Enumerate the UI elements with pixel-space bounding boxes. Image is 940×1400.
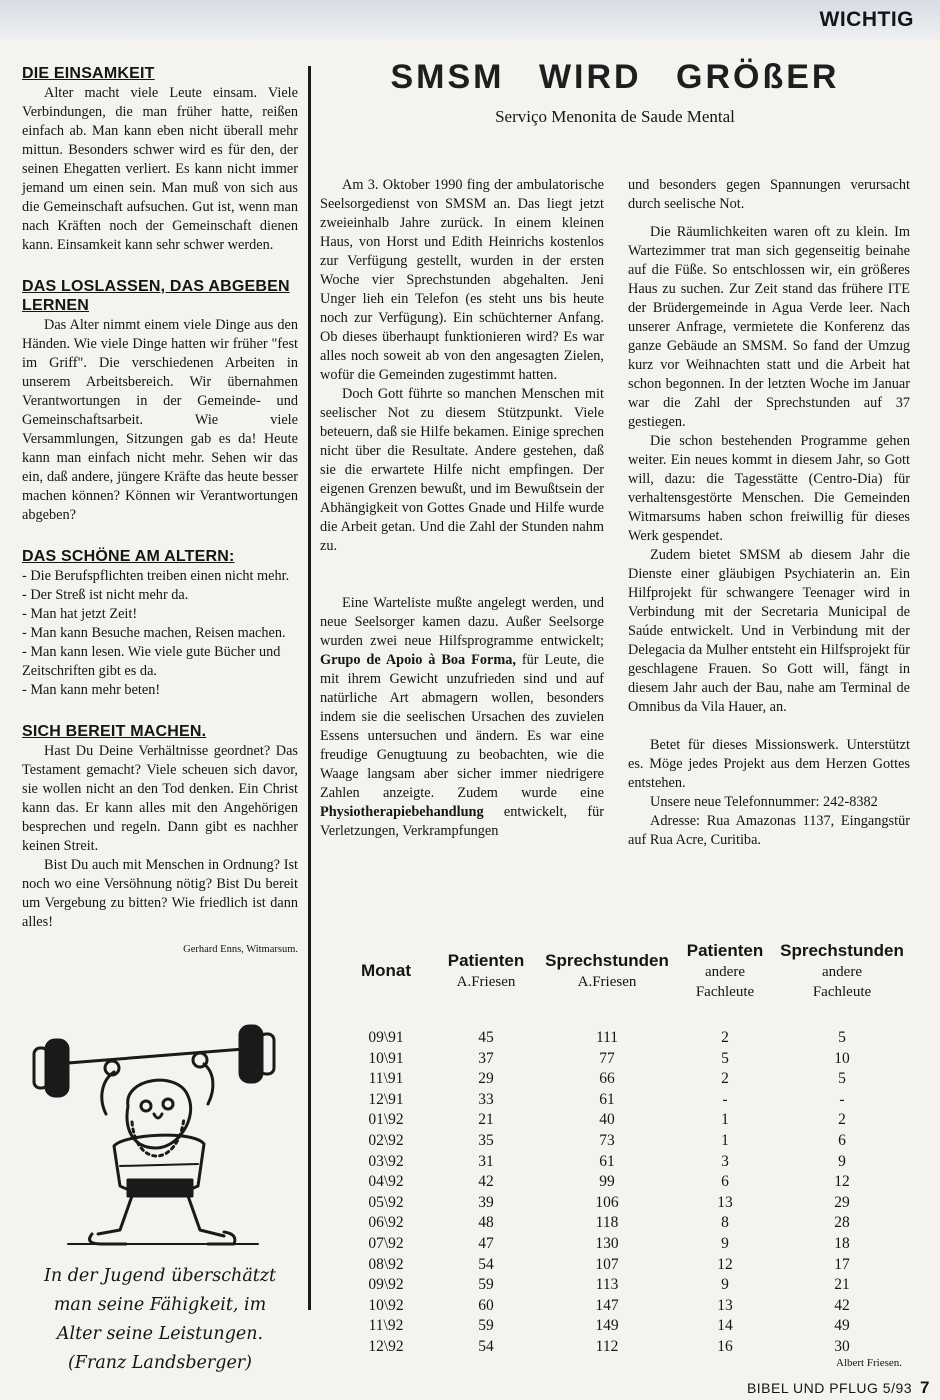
table-row: [334, 1316, 914, 1337]
phone-number: Unsere neue Telefonnummer: 242-8382: [650, 794, 878, 810]
program-name-physio: Physiotherapiebehandlung: [320, 804, 484, 820]
paragraph: Die schon bestehenden Programme gehen weiter. Ein neues kommt in diesem Jahr, so Gott will, dazu: die Tagesstätte (Centro-Dia) für verhaltensgestörte Menschen. Die Gemeinden Witmarsums haben schon freiwillig für dieses Werk gespendet.: [628, 433, 910, 544]
table-cell: 149: [595, 1317, 619, 1335]
table-cell: 31: [478, 1152, 494, 1170]
table-row: [334, 1213, 914, 1234]
weightlifter-cartoon: [28, 1018, 298, 1258]
list-item: - Der Streß ist nicht mehr da.: [22, 587, 189, 603]
paragraph-einsamkeit: Alter macht viele Leute einsam. Viele Verbindungen, die man früher hatte, reißen einfach ab. Man kann eben nicht überall mehr mittun. Besonders schwer wird es für den, der seinen Ehegatten verliert. Es kann nicht immer jemand um einen sein. Man muß von sich aus die Gemeinschaft aufsuchen. Gut ist, wenn man nach Kräften noch der Gemeinschaft dienen kann. Einsamkeit kann sehr schwer werden.: [22, 85, 298, 253]
table-row: [334, 1296, 914, 1317]
column-header: Sprechstunden andere Fachleute: [780, 941, 904, 1000]
heading-bereit-machen: SICH BEREIT MACHEN.: [22, 723, 207, 740]
table-cell: 1: [721, 1131, 729, 1149]
table-cell: 35: [478, 1131, 494, 1149]
column-header: Sprechstunden A.Friesen: [545, 951, 669, 990]
author-enns: Gerhard Enns, Witmarsum.: [183, 944, 298, 955]
table-row: [334, 1275, 914, 1296]
statistics-table: [334, 940, 914, 1358]
quote-line: Alter seine Leistungen.: [56, 1324, 264, 1344]
table-row: [334, 1255, 914, 1276]
table-cell: 16: [717, 1337, 733, 1355]
list-item: - Man kann lesen. Wie viele gute Bücher und Zeitschriften gibt es da.: [22, 644, 281, 679]
table-cell: 30: [834, 1337, 850, 1355]
altern-list: [22, 567, 298, 700]
table-row: [334, 1110, 914, 1131]
article-column-1: [320, 176, 604, 841]
table-cell: 04\92: [368, 1173, 404, 1191]
table-cell: 112: [595, 1337, 619, 1355]
paragraph: Zudem bietet SMSM ab diesem Jahr die Dienste einer gläubigen Psychiaterin an. Ein Hilfprojekt für schwangere Teenager wird in Verbindung mit der Secretaria Municipal de Saúde entwickelt. Und in Verbindung mit der Delegacia da Mulher entsteht ein Hilfsprojekt für geschlagene Frauen. So Gott will, fängt in diesem Jahr auch der Bau, nahe am Terminal de Omnibus da Vila Hauer, an.: [628, 547, 910, 715]
table-cell: 37: [478, 1049, 494, 1067]
table-cell: 03\92: [368, 1152, 404, 1170]
paragraph: Betet für dieses Missionswerk. Unterstützt es. Möge jedes Projekt aus dem Herzen Gottes entstehen.: [628, 737, 910, 791]
table-cell: 40: [599, 1111, 615, 1129]
table-cell: 08\92: [368, 1255, 404, 1273]
table-cell: 13: [717, 1193, 733, 1211]
table-cell: 60: [478, 1296, 494, 1314]
quote-line: In der Jugend überschätzt: [43, 1266, 277, 1286]
table-cell: 8: [721, 1214, 729, 1232]
magazine-issue: BIBEL UND PFLUG 5/93: [746, 1380, 913, 1396]
table-cell: 33: [478, 1090, 494, 1108]
page-number: 7: [920, 1378, 930, 1397]
table-cell: 47: [478, 1234, 494, 1252]
left-column: [22, 64, 298, 959]
table-cell: 10\92: [368, 1296, 404, 1314]
table-cell: 28: [834, 1214, 850, 1232]
table-cell: 111: [595, 1029, 619, 1046]
table-cell: 07\92: [368, 1234, 404, 1252]
column-divider: [308, 66, 311, 1310]
table-cell: 49: [834, 1317, 850, 1335]
table-cell: 14: [717, 1317, 733, 1335]
table-cell: 12: [717, 1255, 733, 1273]
table-cell: 09\91: [368, 1029, 404, 1046]
article-title: SMSM WIRD GRÖßER: [390, 58, 840, 96]
table-row: [334, 1234, 914, 1255]
program-name-boa-forma: Grupo de Apoio à Boa Forma,: [320, 652, 516, 668]
table-row: [334, 1049, 914, 1070]
address: Adresse: Rua Amazonas 1137, Eingangstür auf Rua Acre, Curitiba.: [628, 813, 910, 848]
table-cell: 05\92: [368, 1193, 404, 1211]
table-cell: 12: [834, 1173, 850, 1191]
paragraph: Am 3. Oktober 1990 fing der ambulatorische Seelsorgedienst von SMSM an. Das liegt jetzt zweieinhalb Jahre zurück. In einem kleinen Haus, von Horst und Edith Heinrichs kostenlos zur Verfügung gestellt, wurden in der ersten Woche vier Sprechstunden abgehalten. Jeni Unger lieh ein Telefon (es steht uns bis heute noch zur Verfügung). Ein schüchterner Anfang. Ob dieses überhaupt funktionieren wird? Es war alles noch soweit ab von den angesagten Zielen, wofür die Gemeinden zugestimmt hatten.: [320, 177, 604, 383]
table-row: [334, 1193, 914, 1214]
paragraph-bereit-1: Hast Du Deine Verhältnisse geordnet? Das Testament gemacht? Viele scheuen sich davor, sie wollen nicht an den Tod denken. Ein Christ kann das. Er kann alles mit den Angehörigen besprechen und regeln. Dann gibt es nachher keinen Streit.: [22, 743, 298, 854]
header-band: [0, 0, 940, 40]
table-cell: 42: [478, 1173, 494, 1191]
table-cell: 21: [834, 1276, 850, 1294]
list-item: - Man kann mehr beten!: [22, 682, 161, 698]
table-cell: 42: [834, 1296, 850, 1314]
column-header: Patienten andere Fachleute: [686, 941, 764, 1000]
table-cell: 29: [834, 1193, 850, 1211]
list-item: - Man kann Besuche machen, Reisen machen.: [22, 625, 286, 641]
table-cell: 61: [599, 1152, 615, 1170]
column-header: Monat: [360, 961, 412, 980]
paragraph-programs: Eine Warteliste mußte angelegt werden, und neue Seelsorger kamen dazu. Außer Seelsorge wurden zwei neue Hilfsprogramme entwickelt; Grupo de Apoio à Boa Forma, für Leute, die mit ihrem Gewicht unzufrieden sind und auf natürliche Art abmagern wollen, besonders indem sie die seelischen Ursachen des zuvielen Essens untersuchen und ändern. Es war eine freudige Genugtuung zu beobachten, wie die Waage langsam aber sicher immer niedrigere Zahlen anzeigte. Zudem wurde eine Physiotherapiebehandlung entwickelt, für Verletzungen, Verkrampfungen: [320, 595, 604, 839]
table-cell: 12\91: [368, 1090, 404, 1108]
table-cell: 99: [599, 1173, 615, 1191]
table-cell: 59: [478, 1276, 494, 1294]
table-cell: 130: [595, 1234, 619, 1252]
article-subtitle: Serviço Menonita de Saude Mental: [495, 107, 735, 126]
quote-landsberger: [22, 1262, 298, 1378]
column-header: Patienten A.Friesen: [447, 951, 525, 990]
table-cell: 54: [478, 1337, 494, 1355]
article-column-2: [628, 176, 910, 850]
table-cell: 29: [478, 1070, 494, 1088]
table-cell: 13: [717, 1296, 733, 1314]
table-cell: 2: [838, 1111, 846, 1129]
table-cell: 73: [599, 1131, 615, 1149]
table-cell: 5: [838, 1029, 846, 1046]
table-cell: 113: [595, 1276, 619, 1294]
table-cell: 118: [595, 1214, 619, 1232]
heading-schoene-am-altern: DAS SCHÖNE AM ALTERN:: [22, 548, 235, 565]
table-cell: 11\92: [368, 1317, 404, 1335]
table-cell: 02\92: [368, 1131, 404, 1149]
paragraph: Die Räumlichkeiten waren oft zu klein. Im Wartezimmer trat man sich gegenseitig beinahe auf die Füße. So entschlossen wir, ein größeres Haus zu suchen. Zur Zeit stand das frühere ITE der Brüdergemeinde in Agua Verde leer. Nach unserer Anfrage, vermietete die Konferenz das ganze Gebäude an SMSM. So fand der Umzug kurz vor Weihnachten statt und die Arbeit hat schon begonnen. In der letzten Woche im Januar war die Zahl der Sprechstunden auf 37 gestiegen.: [628, 224, 910, 430]
table-cell: 5: [721, 1049, 729, 1067]
author-friesen: Albert Friesen.: [836, 1357, 902, 1369]
page-footer: [747, 1378, 930, 1398]
table-cell: 61: [599, 1090, 615, 1108]
table-cell: 9: [838, 1152, 846, 1170]
list-item: - Die Berufspflichten treiben einen nicht mehr.: [22, 568, 290, 584]
paragraph-loslassen: Das Alter nimmt einem viele Dinge aus den Händen. Wie viele Dinge hatten wir früher "fest im Griff". Die verschiedenen Arbeiten in unserem Arbeitsbereich. Wir übernahmen Verantwortungen in der Gemeinde- und Gemeinschaftsarbeit. Wie viele Versammlungen, Sitzungen gab es da! Heute kann man einfach nicht mehr. Sehen wir das ein, daß andere, jüngere Kräfte das heute besser machen können? Können wir Verantwortungen abgeben?: [22, 317, 298, 523]
table-cell: -: [722, 1090, 728, 1108]
table-cell: 106: [595, 1193, 619, 1211]
table-cell: 06\92: [368, 1214, 404, 1232]
table-cell: 48: [478, 1214, 494, 1232]
table-row: [334, 1152, 914, 1173]
table-cell: 09\92: [368, 1276, 404, 1294]
table-row: [334, 1131, 914, 1152]
table-cell: 1: [721, 1111, 729, 1129]
table-cell: 147: [595, 1296, 619, 1314]
table-row: [334, 1090, 914, 1111]
table-cell: 66: [599, 1070, 615, 1088]
table-cell: 45: [478, 1029, 494, 1046]
table-cell: 3: [721, 1152, 729, 1170]
table-cell: 12\92: [368, 1337, 404, 1355]
table-row: [334, 1172, 914, 1193]
table-cell: 10: [834, 1049, 850, 1067]
table-row: [334, 1069, 914, 1090]
section-tag: WICHTIG: [819, 8, 914, 31]
table-cell: 9: [721, 1234, 729, 1252]
quote-line: man seine Fähigkeit, im: [53, 1295, 267, 1315]
table-cell: -: [839, 1090, 845, 1108]
table-cell: 39: [478, 1193, 494, 1211]
table-cell: 59: [478, 1317, 494, 1335]
table-cell: 17: [834, 1255, 850, 1273]
paragraph: Doch Gott führte so manchen Menschen mit seelischer Not zu diesem Stützpunkt. Viele beteuern, daß sie Hilfe bekamen. Einige sprechen nicht über die Resultate. Andere gestehen, daß sie die erwartete Hilfe nicht empfingen. Der eigenen Grenzen bewußt, und im Bewußtsein der Abhängigkeit von Gottes Gnade und Hilfe wurde die Arbeit getan. Und die Zahl der Stunden nahm zu.: [320, 386, 604, 554]
table-cell: 6: [838, 1131, 846, 1149]
table-cell: 2: [721, 1029, 729, 1046]
table-cell: 2: [721, 1070, 729, 1088]
paragraph-bereit-2: Bist Du auch mit Menschen in Ordnung? Ist noch wo eine Versöhnung nötig? Bist Du bereit um Vergebung zu bitten? Wie friedlich ist dann alles!: [22, 857, 298, 930]
table-cell: 9: [721, 1276, 729, 1294]
heading-loslassen: DAS LOSLASSEN, DAS ABGEBEN LERNEN: [22, 278, 290, 314]
quote-line: (Franz Landsberger): [67, 1353, 252, 1373]
table-cell: 10\91: [368, 1049, 404, 1067]
table-row: [334, 1028, 914, 1049]
table-cell: 5: [838, 1070, 846, 1088]
table-cell: 21: [478, 1111, 494, 1129]
heading-einsamkeit: DIE EINSAMKEIT: [22, 65, 155, 82]
table-cell: 11\91: [368, 1070, 404, 1088]
table-row: [334, 1337, 914, 1358]
paragraph: und besonders gegen Spannungen verursacht durch seelische Not.: [628, 177, 910, 212]
table-cell: 18: [834, 1234, 850, 1252]
table-body: [334, 1028, 914, 1358]
list-item: - Man hat jetzt Zeit!: [22, 606, 138, 622]
table-cell: 107: [595, 1255, 619, 1273]
table-cell: 77: [599, 1049, 615, 1067]
table-cell: 6: [721, 1173, 729, 1191]
table-cell: 54: [478, 1255, 494, 1273]
table-cell: 01\92: [368, 1111, 404, 1129]
